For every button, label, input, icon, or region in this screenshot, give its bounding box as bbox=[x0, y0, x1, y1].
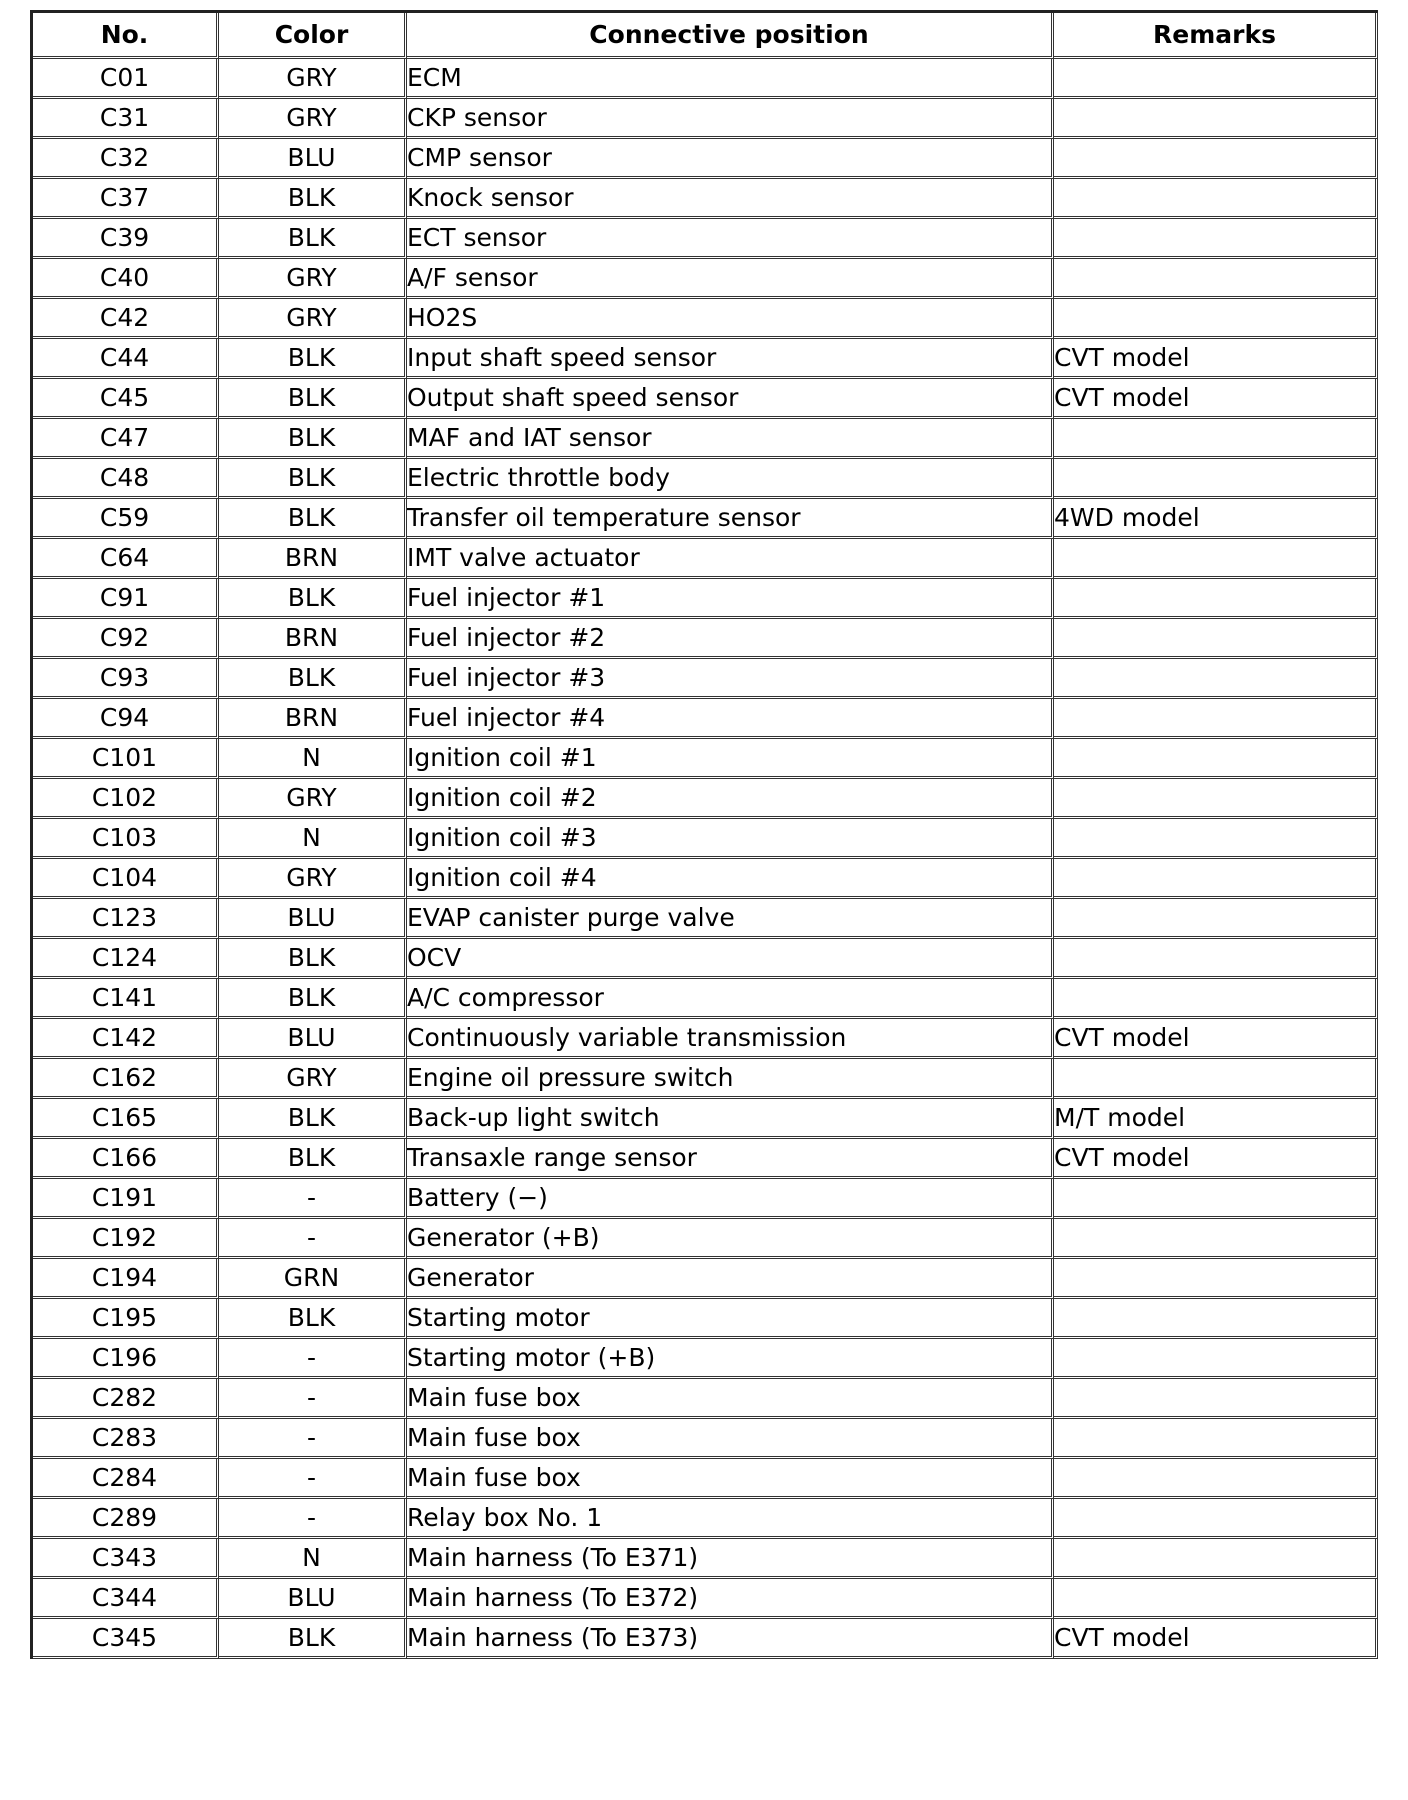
cell-color: BLK bbox=[219, 579, 407, 619]
cell-no: C344 bbox=[33, 1579, 219, 1619]
cell-color: - bbox=[219, 1219, 407, 1259]
cell-no: C343 bbox=[33, 1539, 219, 1579]
cell-connective-position: Fuel injector #3 bbox=[407, 659, 1054, 699]
cell-connective-position: Knock sensor bbox=[407, 179, 1054, 219]
cell-remarks bbox=[1054, 1299, 1378, 1339]
connector-table-sheet bbox=[30, 10, 1378, 1659]
cell-connective-position: Transaxle range sensor bbox=[407, 1139, 1054, 1179]
cell-no: C103 bbox=[33, 819, 219, 859]
cell-remarks bbox=[1054, 1419, 1378, 1459]
cell-connective-position: MAF and IAT sensor bbox=[407, 419, 1054, 459]
cell-color: GRY bbox=[219, 299, 407, 339]
cell-no: C196 bbox=[33, 1339, 219, 1379]
cell-color: BLK bbox=[219, 459, 407, 499]
cell-connective-position: Ignition coil #2 bbox=[407, 779, 1054, 819]
cell-color: GRY bbox=[219, 99, 407, 139]
table-row bbox=[33, 659, 1378, 699]
cell-no: C01 bbox=[33, 59, 219, 99]
cell-connective-position: Generator bbox=[407, 1259, 1054, 1299]
cell-connective-position: ECT sensor bbox=[407, 219, 1054, 259]
cell-color: BLK bbox=[219, 499, 407, 539]
cell-connective-position: Ignition coil #3 bbox=[407, 819, 1054, 859]
cell-no: C192 bbox=[33, 1219, 219, 1259]
cell-remarks bbox=[1054, 1499, 1378, 1539]
table-row bbox=[33, 59, 1378, 99]
cell-color: GRY bbox=[219, 779, 407, 819]
cell-connective-position: Main harness (To E373) bbox=[407, 1619, 1054, 1659]
cell-no: C92 bbox=[33, 619, 219, 659]
cell-connective-position: A/C compressor bbox=[407, 979, 1054, 1019]
cell-remarks bbox=[1054, 459, 1378, 499]
table-row bbox=[33, 1579, 1378, 1619]
cell-no: C141 bbox=[33, 979, 219, 1019]
cell-remarks bbox=[1054, 219, 1378, 259]
cell-color: BLU bbox=[219, 139, 407, 179]
cell-no: C102 bbox=[33, 779, 219, 819]
table-row bbox=[33, 1339, 1378, 1379]
table-row bbox=[33, 1379, 1378, 1419]
table-row bbox=[33, 779, 1378, 819]
table-body bbox=[33, 59, 1378, 1659]
cell-color: BRN bbox=[219, 619, 407, 659]
cell-no: C45 bbox=[33, 379, 219, 419]
cell-connective-position: Generator (+B) bbox=[407, 1219, 1054, 1259]
cell-connective-position: CMP sensor bbox=[407, 139, 1054, 179]
cell-color: N bbox=[219, 819, 407, 859]
cell-remarks bbox=[1054, 859, 1378, 899]
cell-no: C142 bbox=[33, 1019, 219, 1059]
cell-no: C31 bbox=[33, 99, 219, 139]
cell-no: C195 bbox=[33, 1299, 219, 1339]
cell-no: C48 bbox=[33, 459, 219, 499]
cell-color: - bbox=[219, 1339, 407, 1379]
header-connective-position: Connective position bbox=[407, 13, 1054, 59]
cell-remarks bbox=[1054, 179, 1378, 219]
table-row bbox=[33, 1219, 1378, 1259]
cell-color: GRY bbox=[219, 259, 407, 299]
cell-connective-position: Starting motor (+B) bbox=[407, 1339, 1054, 1379]
table-row bbox=[33, 379, 1378, 419]
table-row bbox=[33, 1299, 1378, 1339]
cell-remarks bbox=[1054, 1059, 1378, 1099]
cell-connective-position: A/F sensor bbox=[407, 259, 1054, 299]
cell-remarks bbox=[1054, 419, 1378, 459]
header-remarks: Remarks bbox=[1054, 13, 1378, 59]
table-row bbox=[33, 819, 1378, 859]
cell-color: - bbox=[219, 1379, 407, 1419]
table-row bbox=[33, 259, 1378, 299]
cell-connective-position: Battery (−) bbox=[407, 1179, 1054, 1219]
cell-remarks bbox=[1054, 779, 1378, 819]
cell-color: BRN bbox=[219, 539, 407, 579]
cell-no: C40 bbox=[33, 259, 219, 299]
cell-no: C162 bbox=[33, 1059, 219, 1099]
cell-no: C289 bbox=[33, 1499, 219, 1539]
cell-connective-position: Main fuse box bbox=[407, 1379, 1054, 1419]
cell-no: C282 bbox=[33, 1379, 219, 1419]
table-row bbox=[33, 739, 1378, 779]
cell-connective-position: Output shaft speed sensor bbox=[407, 379, 1054, 419]
table-row bbox=[33, 1179, 1378, 1219]
table-row bbox=[33, 539, 1378, 579]
table-row bbox=[33, 419, 1378, 459]
cell-color: BLK bbox=[219, 979, 407, 1019]
cell-color: BLK bbox=[219, 1139, 407, 1179]
cell-no: C124 bbox=[33, 939, 219, 979]
cell-remarks bbox=[1054, 259, 1378, 299]
cell-remarks bbox=[1054, 139, 1378, 179]
table-row bbox=[33, 499, 1378, 539]
cell-remarks bbox=[1054, 939, 1378, 979]
cell-connective-position: OCV bbox=[407, 939, 1054, 979]
table-row bbox=[33, 699, 1378, 739]
cell-no: C123 bbox=[33, 899, 219, 939]
cell-color: BLK bbox=[219, 179, 407, 219]
cell-color: N bbox=[219, 1539, 407, 1579]
table-row bbox=[33, 579, 1378, 619]
cell-connective-position: Ignition coil #1 bbox=[407, 739, 1054, 779]
cell-remarks bbox=[1054, 1259, 1378, 1299]
cell-color: GRY bbox=[219, 59, 407, 99]
cell-no: C345 bbox=[33, 1619, 219, 1659]
cell-no: C104 bbox=[33, 859, 219, 899]
cell-color: BLK bbox=[219, 1099, 407, 1139]
table-row bbox=[33, 1539, 1378, 1579]
cell-color: BLK bbox=[219, 939, 407, 979]
cell-connective-position: Main fuse box bbox=[407, 1459, 1054, 1499]
cell-no: C32 bbox=[33, 139, 219, 179]
cell-remarks bbox=[1054, 539, 1378, 579]
cell-remarks: M/T model bbox=[1054, 1099, 1378, 1139]
cell-remarks bbox=[1054, 1219, 1378, 1259]
table-row bbox=[33, 139, 1378, 179]
cell-no: C64 bbox=[33, 539, 219, 579]
cell-connective-position: Fuel injector #2 bbox=[407, 619, 1054, 659]
cell-no: C47 bbox=[33, 419, 219, 459]
table-row bbox=[33, 1259, 1378, 1299]
cell-connective-position: IMT valve actuator bbox=[407, 539, 1054, 579]
cell-no: C37 bbox=[33, 179, 219, 219]
cell-color: - bbox=[219, 1499, 407, 1539]
cell-color: BLK bbox=[219, 659, 407, 699]
table-row bbox=[33, 619, 1378, 659]
cell-connective-position: Input shaft speed sensor bbox=[407, 339, 1054, 379]
cell-remarks bbox=[1054, 1579, 1378, 1619]
cell-color: BLK bbox=[219, 379, 407, 419]
cell-no: C283 bbox=[33, 1419, 219, 1459]
cell-remarks: CVT model bbox=[1054, 1019, 1378, 1059]
cell-connective-position: Fuel injector #1 bbox=[407, 579, 1054, 619]
cell-connective-position: Back-up light switch bbox=[407, 1099, 1054, 1139]
cell-no: C191 bbox=[33, 1179, 219, 1219]
cell-remarks bbox=[1054, 979, 1378, 1019]
cell-remarks: CVT model bbox=[1054, 339, 1378, 379]
cell-connective-position: Ignition coil #4 bbox=[407, 859, 1054, 899]
cell-remarks bbox=[1054, 699, 1378, 739]
cell-connective-position: CKP sensor bbox=[407, 99, 1054, 139]
cell-connective-position: Relay box No. 1 bbox=[407, 1499, 1054, 1539]
cell-remarks bbox=[1054, 1179, 1378, 1219]
cell-connective-position: EVAP canister purge valve bbox=[407, 899, 1054, 939]
cell-remarks bbox=[1054, 1539, 1378, 1579]
cell-no: C59 bbox=[33, 499, 219, 539]
cell-no: C42 bbox=[33, 299, 219, 339]
table-row bbox=[33, 899, 1378, 939]
cell-no: C39 bbox=[33, 219, 219, 259]
table-row bbox=[33, 219, 1378, 259]
cell-remarks bbox=[1054, 659, 1378, 699]
cell-color: BLU bbox=[219, 1579, 407, 1619]
cell-connective-position: Electric throttle body bbox=[407, 459, 1054, 499]
cell-color: BLK bbox=[219, 339, 407, 379]
cell-remarks: CVT model bbox=[1054, 1619, 1378, 1659]
header-color: Color bbox=[219, 13, 407, 59]
cell-no: C94 bbox=[33, 699, 219, 739]
cell-color: N bbox=[219, 739, 407, 779]
table-row bbox=[33, 1499, 1378, 1539]
cell-color: - bbox=[219, 1459, 407, 1499]
table-row bbox=[33, 1099, 1378, 1139]
cell-color: BLU bbox=[219, 899, 407, 939]
cell-color: GRY bbox=[219, 859, 407, 899]
cell-remarks: CVT model bbox=[1054, 1139, 1378, 1179]
cell-color: BRN bbox=[219, 699, 407, 739]
cell-connective-position: Main fuse box bbox=[407, 1419, 1054, 1459]
cell-color: BLU bbox=[219, 1019, 407, 1059]
cell-connective-position: ECM bbox=[407, 59, 1054, 99]
cell-connective-position: Fuel injector #4 bbox=[407, 699, 1054, 739]
cell-remarks bbox=[1054, 1459, 1378, 1499]
cell-remarks bbox=[1054, 819, 1378, 859]
table-row bbox=[33, 339, 1378, 379]
cell-color: BLK bbox=[219, 1299, 407, 1339]
table-row bbox=[33, 179, 1378, 219]
cell-remarks bbox=[1054, 99, 1378, 139]
table-row bbox=[33, 1019, 1378, 1059]
cell-no: C165 bbox=[33, 1099, 219, 1139]
table-row bbox=[33, 979, 1378, 1019]
cell-no: C101 bbox=[33, 739, 219, 779]
cell-connective-position: Main harness (To E371) bbox=[407, 1539, 1054, 1579]
table-header-row bbox=[33, 13, 1378, 59]
connector-table bbox=[30, 10, 1378, 1659]
cell-remarks: 4WD model bbox=[1054, 499, 1378, 539]
table-row bbox=[33, 939, 1378, 979]
cell-remarks bbox=[1054, 899, 1378, 939]
cell-color: GRY bbox=[219, 1059, 407, 1099]
cell-color: - bbox=[219, 1179, 407, 1219]
cell-remarks bbox=[1054, 1379, 1378, 1419]
cell-no: C166 bbox=[33, 1139, 219, 1179]
cell-no: C194 bbox=[33, 1259, 219, 1299]
cell-remarks bbox=[1054, 299, 1378, 339]
cell-no: C93 bbox=[33, 659, 219, 699]
cell-connective-position: Engine oil pressure switch bbox=[407, 1059, 1054, 1099]
cell-remarks: CVT model bbox=[1054, 379, 1378, 419]
table-row bbox=[33, 1459, 1378, 1499]
cell-connective-position: Main harness (To E372) bbox=[407, 1579, 1054, 1619]
cell-connective-position: Transfer oil temperature sensor bbox=[407, 499, 1054, 539]
table-row bbox=[33, 299, 1378, 339]
table-row bbox=[33, 1419, 1378, 1459]
cell-connective-position: Continuously variable transmission bbox=[407, 1019, 1054, 1059]
cell-remarks bbox=[1054, 619, 1378, 659]
table-row bbox=[33, 1059, 1378, 1099]
cell-connective-position: Starting motor bbox=[407, 1299, 1054, 1339]
cell-color: - bbox=[219, 1419, 407, 1459]
cell-remarks bbox=[1054, 59, 1378, 99]
cell-remarks bbox=[1054, 579, 1378, 619]
cell-connective-position: HO2S bbox=[407, 299, 1054, 339]
cell-color: BLK bbox=[219, 419, 407, 459]
cell-remarks bbox=[1054, 739, 1378, 779]
table-row bbox=[33, 1619, 1378, 1659]
cell-color: GRN bbox=[219, 1259, 407, 1299]
cell-remarks bbox=[1054, 1339, 1378, 1379]
cell-no: C91 bbox=[33, 579, 219, 619]
table-row bbox=[33, 1139, 1378, 1179]
cell-color: BLK bbox=[219, 219, 407, 259]
cell-no: C284 bbox=[33, 1459, 219, 1499]
table-row bbox=[33, 459, 1378, 499]
header-no: No. bbox=[33, 13, 219, 59]
cell-no: C44 bbox=[33, 339, 219, 379]
table-row bbox=[33, 859, 1378, 899]
cell-color: BLK bbox=[219, 1619, 407, 1659]
table-row bbox=[33, 99, 1378, 139]
